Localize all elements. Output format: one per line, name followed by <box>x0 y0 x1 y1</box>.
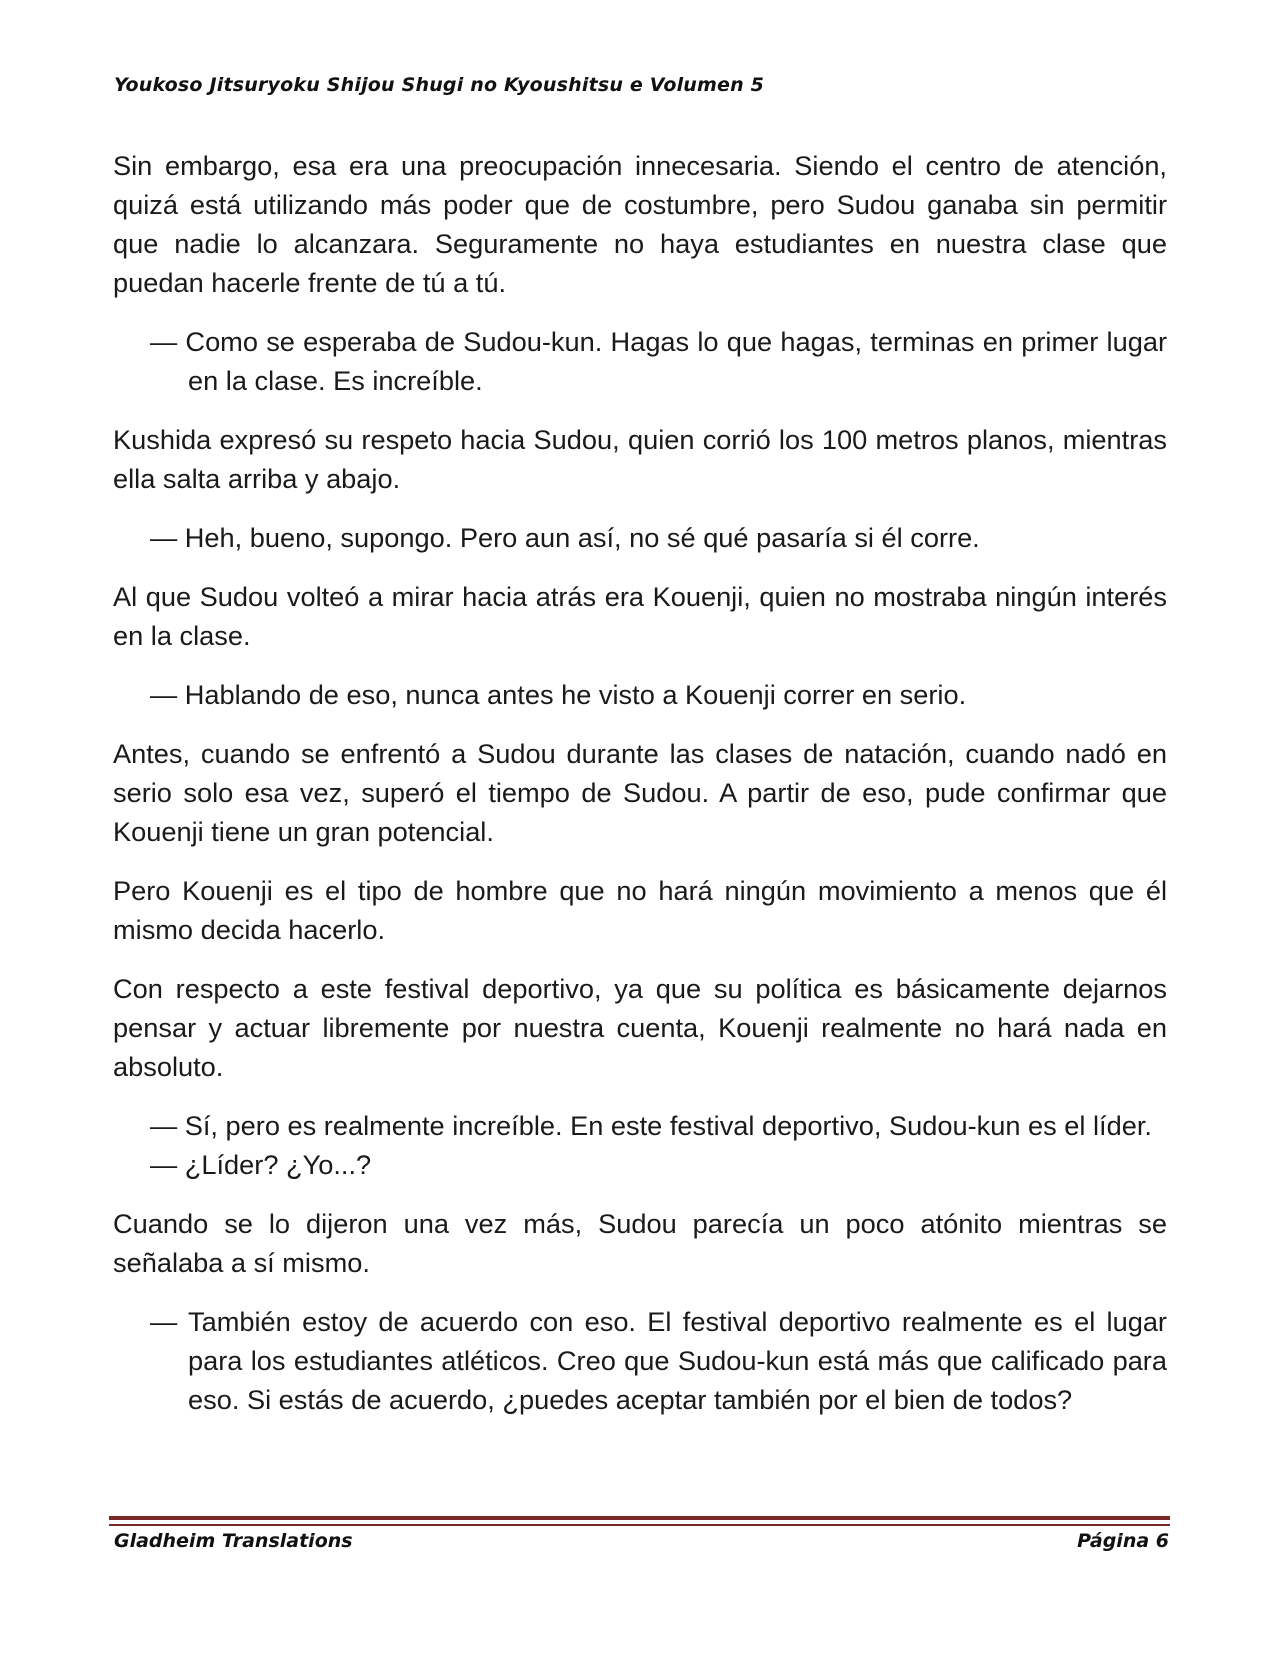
dialogue-line-6: — También estoy de acuerdo con eso. El festival deportivo realmente es el lugar para los estudiantes atléticos. Creo que Sudou-kun está más que calificado para eso. Si estás de acuerdo, ¿puedes aceptar también por el bien de todos? <box>150 1306 1167 1415</box>
dialogue-line-3: — Hablando de eso, nunca antes he visto a Kouenji correr en serio. <box>150 679 967 710</box>
paragraph-6: Con respecto a este festival deportivo, ya que su política es básicamente dejarnos pensar y actuar libremente por nuestra cuenta, Kouenji realmente no hará nada en absoluto. <box>113 973 1167 1082</box>
paragraph-5: Pero Kouenji es el tipo de hombre que no hará ningún movimiento a menos que él mismo decida hacerlo. <box>113 875 1167 945</box>
dialogue-group-4 <box>113 1106 1167 1184</box>
footer-rule-thick <box>109 1516 1170 1520</box>
paragraph-7: Cuando se lo dijeron una vez más, Sudou parecía un poco atónito mientras se señalaba a sí mismo. <box>113 1208 1167 1278</box>
footer-rule-thin <box>109 1524 1170 1526</box>
paragraph-2: Kushida expresó su respeto hacia Sudou, quien corrió los 100 metros planos, mientras ella salta arriba y abajo. <box>113 424 1167 494</box>
dialogue-group-5 <box>113 1302 1167 1419</box>
page-header-title: Youkoso Jitsuryoku Shijou Shugi no Kyoushitsu e Volumen 5 <box>114 74 765 96</box>
paragraph-1: Sin embargo, esa era una preocupación innecesaria. Siendo el centro de atención, quizá está utilizando más poder que de costumbre, pero Sudou ganaba sin permitir que nadie lo alcanzara. Seguramente no haya estudiantes en nuestra clase que puedan hacerle frente de tú a tú. <box>113 150 1167 298</box>
page-number: Página 6 <box>1077 1530 1169 1552</box>
page-body <box>113 146 1167 1439</box>
paragraph-3: Al que Sudou volteó a mirar hacia atrás era Kouenji, quien no mostraba ningún interés en la clase. <box>113 581 1167 651</box>
dialogue-line-4: — Sí, pero es realmente increíble. En este festival deportivo, Sudou-kun es el líder. <box>150 1110 1152 1141</box>
dialogue-line-1: — Como se esperaba de Sudou-kun. Hagas lo que hagas, terminas en primer lugar en la clase. Es increíble. <box>150 326 1167 396</box>
dialogue-group-2 <box>113 518 1167 557</box>
dialogue-line-5: — ¿Líder? ¿Yo...? <box>150 1149 372 1180</box>
dialogue-group-3 <box>113 675 1167 714</box>
footer-credit: Gladheim Translations <box>114 1530 353 1552</box>
dialogue-group-1 <box>113 322 1167 400</box>
dialogue-line-2: — Heh, bueno, supongo. Pero aun así, no sé qué pasaría si él corre. <box>150 522 980 553</box>
paragraph-4: Antes, cuando se enfrentó a Sudou durante las clases de natación, cuando nadó en serio solo esa vez, superó el tiempo de Sudou. A partir de eso, pude confirmar que Kouenji tiene un gran potencial. <box>113 738 1167 847</box>
